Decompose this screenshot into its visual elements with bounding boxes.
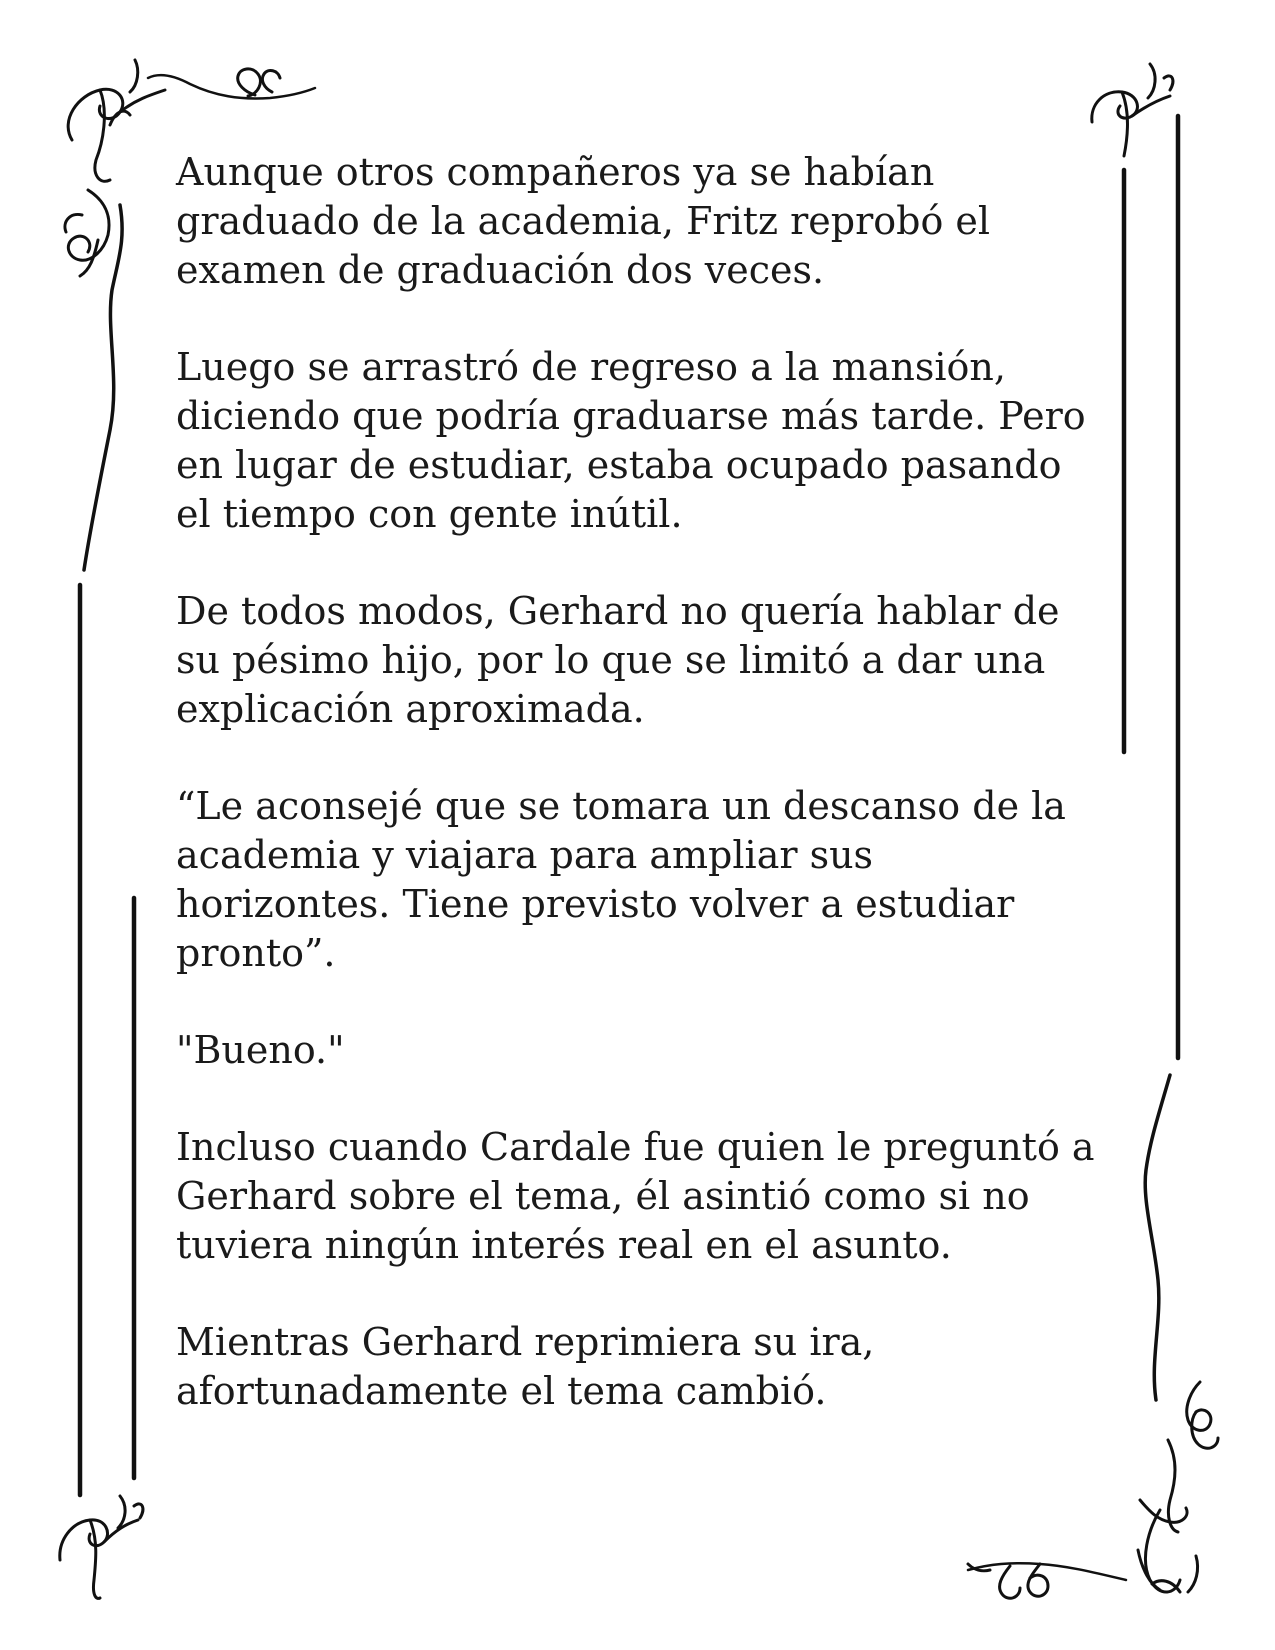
paragraph: “Le aconsejé que se tomara un descanso de la academia y viajara para ampliar sus horizontes. Tiene previsto volver a estudiar pronto”. xyxy=(176,784,1066,975)
top-right-flourish xyxy=(1092,64,1173,156)
paragraph: Mientras Gerhard reprimiera su ira, afortunadamente el tema cambió. xyxy=(176,1320,875,1413)
paragraph: Aunque otros compañeros ya se habían graduado de la academia, Fritz reprobó el examen de graduación dos veces. xyxy=(176,150,991,292)
bottom-left-flourish xyxy=(60,1496,143,1598)
paragraph: De todos modos, Gerhard no quería hablar de su pésimo hijo, por lo que se limitó a dar una explicación aproximada. xyxy=(176,589,1060,731)
story-text xyxy=(176,148,1106,1464)
paragraph: "Bueno." xyxy=(176,1028,345,1072)
paragraph: Luego se arrastró de regreso a la mansión, diciendo que podría graduarse más tarde. Pero en lugar de estudiar, estaba ocupado pasando el tiempo con gente inútil. xyxy=(176,345,1086,536)
paragraph: Incluso cuando Cardale fue quien le preguntó a Gerhard sobre el tema, él asintió como si no tuviera ningún interés real en el asunto. xyxy=(176,1125,1095,1267)
